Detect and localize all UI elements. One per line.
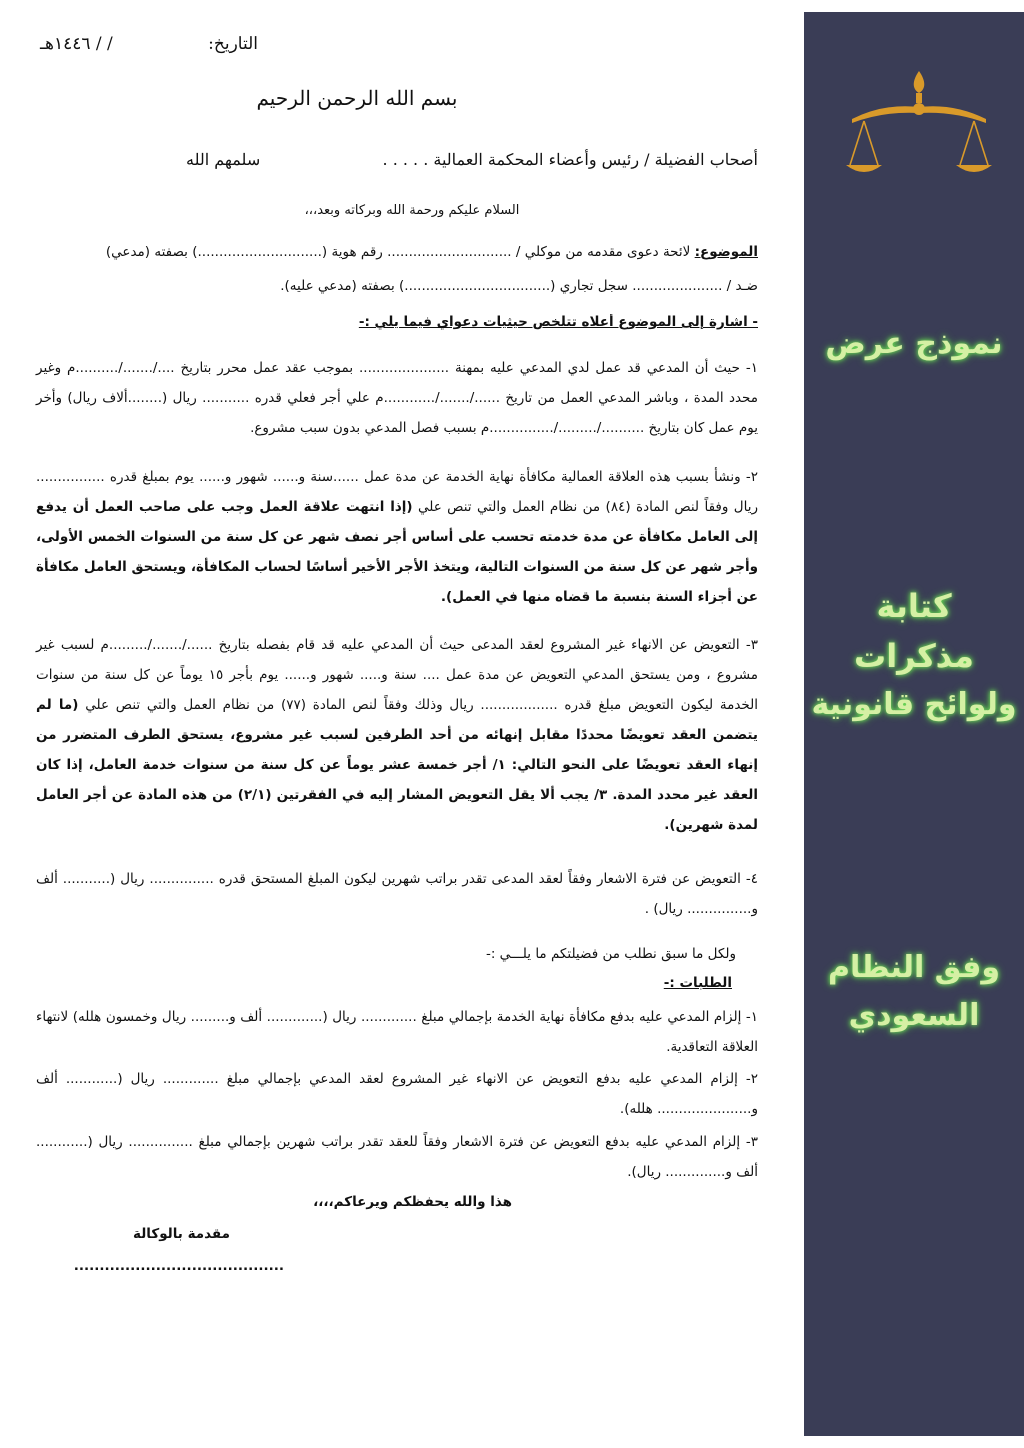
fact-3-text: ٣- التعويض عن الانهاء غير المشروع لعقد المدعى حيث أن المدعي عليه قد قام بفصله بتاريخ ....../......./.........م لسبب غير مشروع ، ومن يستحق المدعي التعويض عن مدة عمل .... سنة و..... شهور و...... يوم بأجر ١٥ يوماً عن كل سنة من سنوات الخدمة ليكون التعويض مبلغ قدره .................. ريال وذلك وفقاً لنص المادة (٧٧) من نظام العمل والتي تنص علي — [36, 637, 759, 713]
request-item-3: ٣- إلزام المدعي عليه بدفع التعويض عن فترة الاشعار وفقاً للعقد تقدر براتب شهرين بإجمالي مبلغ ............... ريال (............ ألف و.............. ريال). — [36, 1134, 758, 1180]
subject-label: الموضوع: — [694, 244, 758, 260]
subject-line-2: ضـد / ..................... سجل تجاري (..................................) بصفته (مدعي عليه). — [280, 278, 758, 294]
closing-prayer: هذا والله يحفظكم ويرعاكم،،،، — [313, 1194, 512, 1210]
addressee: أصحاب الفضيلة / رئيس وأعضاء المحكمة العمالية . . . . . — [382, 150, 758, 169]
subject-text: لائحة دعوى مقدمه من موكلي / ............................. رقم هوية (.............................) بصفته (مدعي) — [105, 244, 695, 260]
request-item-2: ٢- إلزام المدعي عليه بدفع التعويض عن الانهاء غير المشروع لعقد المدعي بإجمالي مبلغ ............. ريال (............ ألف و...................... هلله). — [36, 1071, 758, 1117]
bismillah: بسم الله الرحمن الرحيم — [256, 86, 458, 110]
requests-intro: ولكل ما سبق نطلب من فضيلتكم ما يلـــي :- — [485, 946, 736, 962]
fact-paragraph-1: ١- حيث أن المدعي قد عمل لدي المدعي عليه بمهنة ..................... بموجب عقد عمل محرر بتاريخ ..../......./..........م وغير محدد المدة ، وباشر المدعي العمل من تاريخ ....../......./............م علي أجر فعلي قدره ........... ريال (........ألاف ريال) وأخر يوم عمل كان بتاريخ ........../........./...............م بسبب فصل المدعي بدون سبب مشروع. — [36, 360, 758, 436]
addressee-tail: سلمهم الله — [186, 150, 261, 169]
document-page — [36, 0, 758, 1448]
fact-paragraph-3 — [36, 630, 758, 840]
fact-2-quote: (إذا انتهت علاقة العمل وجب على صاحب العمل أن يدفع إلى العامل مكافأة عن مدة خدمته تحسب على أساس أجر نصف شهر عن كل سنة من السنوات الخمس الأولى، وأجر شهر عن كل سنة من السنوات التالية، ويتخذ الأجر الأخير أساسًا لحساب المكافأة، ويستحق العامل مكافأة عن أجزاء السنة بنسبة ما قضاه منها في العمل). — [36, 499, 758, 605]
fact-2-text: ٢- ونشأ بسبب هذه العلاقة العمالية مكافأة نهاية الخدمة عن مدة عمل ......سنة و...... شهور و...... يوم بمبلغ قدره ................ ريال وفقاً لنص المادة (٨٤) من نظام العمل والتي تنص علي — [36, 469, 758, 515]
fact-paragraph-4: ٤- التعويض عن فترة الاشعار وفقاً لعقد المدعى تقدر براتب شهرين ليكون المبلغ المستحق قدره ............... ريال (........... ألف و............... ريال) . — [36, 871, 758, 917]
signature-line: ......................................... — [73, 1258, 284, 1274]
sidebar-banner — [804, 12, 1024, 1436]
sidebar-service-line-2: مذكرات — [854, 637, 974, 675]
scales-of-justice-icon — [844, 67, 994, 197]
date-value: / / ١٤٤٦هـ — [40, 34, 113, 54]
subject-intro: - اشارة إلى الموضوع أعلاه تتلخص حيثيات دعواي فيما يلي :- — [358, 314, 758, 330]
subject-line-3 — [36, 314, 758, 331]
sidebar-title: نموذج عرض — [825, 326, 1003, 361]
requests-heading: الطلبات :- — [663, 975, 732, 991]
sidebar-system-line-1: وفق النظام — [827, 950, 1001, 985]
sidebar-service-line-3: ولوائح قانونية — [811, 687, 1017, 722]
sidebar-service-line-1: كتابة — [876, 587, 952, 625]
date-label: التاريخ: — [208, 34, 258, 54]
fact-3-quote: (ما لم يتضمن العقد تعويضًا محددًا مقابل إنهائه من أحد الطرفين لسبب غير مشروع، يستحق الطرف المتضرر من إنهاء العقد تعويضًا على النحو التالي: ١/ أجر خمسة عشر يوماً عن كل سنة من سنوات خدمة العامل، إذا كان العقد غير محدد المدة. ٣/ يجب ألا يقل التعويض المشار إليه في الفقرتين (٢/١) من هذه المادة عن أجر العامل لمدة شهرين). — [36, 697, 759, 833]
request-item-1: ١- إلزام المدعي عليه بدفع مكافأة نهاية الخدمة بإجمالي مبلغ ............. ريال (............. ألف و......... ريال وخمسون هلله) لانتهاء العلاقة التعاقدية. — [36, 1009, 758, 1055]
greeting: السلام عليكم ورحمة الله وبركاته وبعد،،، — [304, 203, 520, 218]
signature-label: مقدمة بالوكالة — [133, 1226, 230, 1242]
sidebar-system-line-2: السعودي — [848, 998, 980, 1033]
fact-paragraph-2 — [36, 462, 758, 612]
subject-line-1 — [36, 244, 758, 261]
